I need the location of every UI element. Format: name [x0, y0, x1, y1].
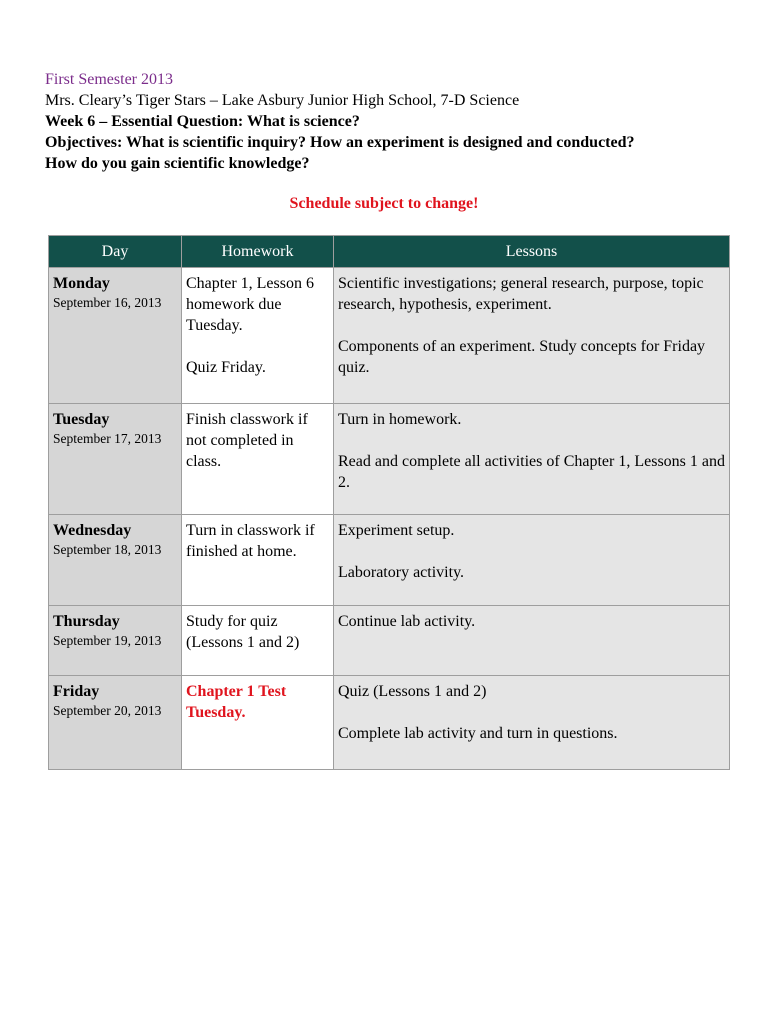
homework-cell	[182, 606, 334, 676]
day-cell	[49, 606, 182, 676]
semester-title: First Semester 2013	[45, 71, 173, 88]
lesson-text: Read and complete all activities of Chapter 1, Lessons 1 and 2.	[338, 453, 725, 491]
table-row	[49, 606, 730, 676]
homework-cell	[182, 404, 334, 515]
lesson-text: Laboratory activity.	[338, 564, 465, 581]
day-cell	[49, 404, 182, 515]
table-row	[49, 404, 730, 515]
lesson-text: Complete lab activity and turn in questions.	[338, 725, 618, 742]
week-question-line: Week 6 – Essential Question: What is science?	[45, 113, 360, 130]
lessons-cell	[334, 268, 730, 404]
day-date: September 18, 2013	[53, 542, 162, 557]
lessons-cell	[334, 515, 730, 606]
lessons-cell	[334, 404, 730, 515]
day-name: Tuesday	[53, 411, 110, 428]
table-row	[49, 268, 730, 404]
day-cell	[49, 676, 182, 770]
table-header-row	[49, 236, 730, 268]
lessons-cell	[334, 676, 730, 770]
homework-text: Study for quiz (Lessons 1 and 2)	[186, 613, 300, 651]
homework-cell	[182, 268, 334, 404]
lesson-text: Turn in homework.	[338, 411, 462, 428]
schedule-notice: Schedule subject to change!	[289, 195, 479, 212]
homework-text: Turn in classwork if finished at home.	[186, 522, 315, 560]
day-name: Monday	[53, 275, 110, 292]
homework-cell	[182, 676, 334, 770]
day-cell	[49, 268, 182, 404]
lesson-text: Continue lab activity.	[338, 613, 476, 630]
column-header-homework: Homework	[182, 236, 334, 268]
day-date: September 16, 2013	[53, 295, 162, 310]
lesson-text: Quiz (Lessons 1 and 2)	[338, 683, 487, 700]
homework-cell	[182, 515, 334, 606]
day-name: Friday	[53, 683, 100, 700]
day-date: September 17, 2013	[53, 431, 162, 446]
lesson-text: Scientific investigations; general research, purpose, topic research, hypothesis, experiment.	[338, 275, 704, 313]
day-name: Thursday	[53, 613, 120, 630]
lesson-text: Experiment setup.	[338, 522, 455, 539]
homework-text: Chapter 1, Lesson 6 homework due Tuesday.	[186, 275, 314, 334]
day-name: Wednesday	[53, 522, 132, 539]
day-cell	[49, 515, 182, 606]
column-header-day: Day	[49, 236, 182, 268]
lesson-text: Components of an experiment. Study concepts for Friday quiz.	[338, 338, 706, 376]
day-date: September 19, 2013	[53, 633, 162, 648]
table-row	[49, 676, 730, 770]
class-info-line: Mrs. Cleary’s Tiger Stars – Lake Asbury Junior High School, 7-D Science	[45, 92, 520, 109]
test-reminder-text: Chapter 1 Test Tuesday.	[186, 683, 287, 721]
homework-text: Finish classwork if not completed in class.	[186, 411, 308, 470]
lessons-cell	[334, 606, 730, 676]
table-row	[49, 515, 730, 606]
column-header-lessons: Lessons	[334, 236, 730, 268]
day-date: September 20, 2013	[53, 703, 162, 718]
homework-text: Quiz Friday.	[186, 359, 266, 376]
objectives-line-continued: How do you gain scientific knowledge?	[45, 155, 310, 172]
document-header	[45, 69, 735, 174]
objectives-line: Objectives: What is scientific inquiry? How an experiment is designed and conducted?	[45, 134, 635, 151]
weekly-schedule-table	[48, 235, 730, 770]
